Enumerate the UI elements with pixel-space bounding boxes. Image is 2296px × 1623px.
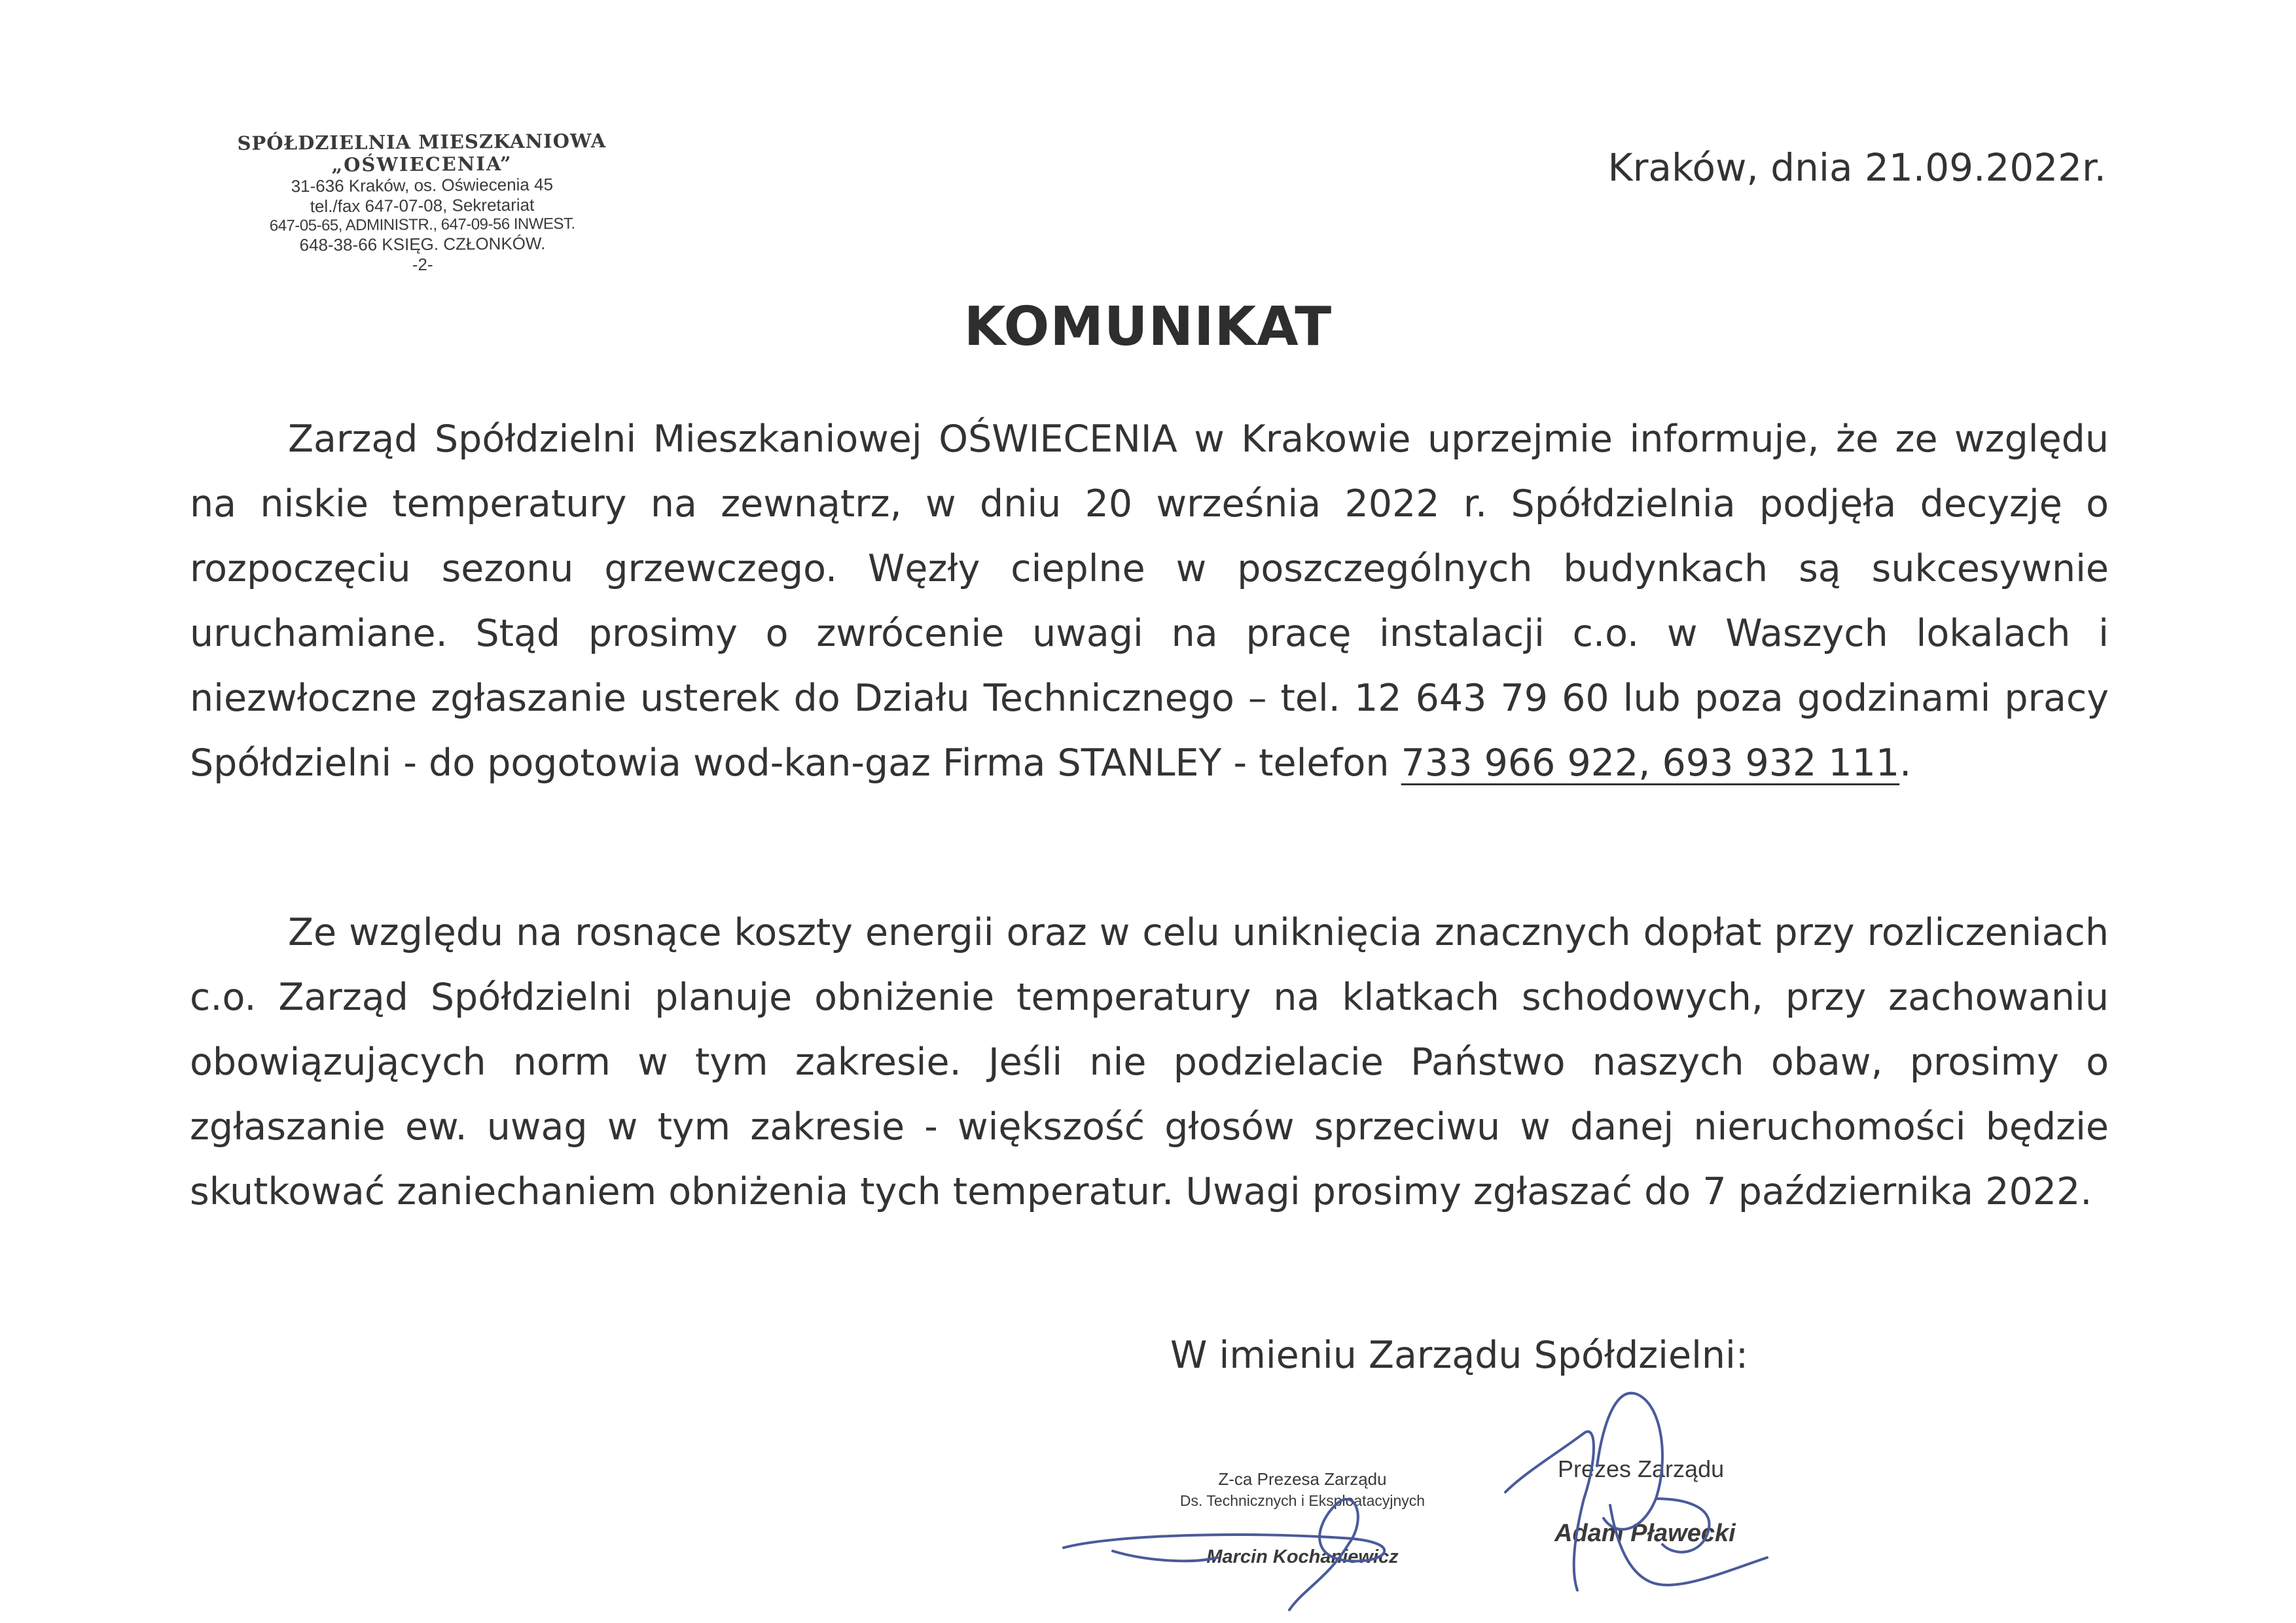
paragraph-temperature-reduction: Ze względu na rosnące koszty energii oraz w celu uniknięcia znacznych dopłat przy rozliczeniach c.o. Zarząd Spółdzielni planuje obniżenie temperatury na klatkach schodowych, przy zachowaniu obowiązujących norm w tym zakresie. Jeśli nie podzielacie Państwo naszych obaw, prosimy o zgłaszanie ew. uwag w tym zakresie - większość głosów sprzeciwu w danej nieruchomości będzie skutkować zaniechaniem obniżenia tych temperatur. Uwagi prosimy zgłaszać do 7 października 2022. (190, 911, 2109, 1213)
emergency-phone-numbers: 733 966 922, 693 932 111 (1401, 741, 1900, 785)
vice-president-role-line-2: Ds. Technicznych i Eksploatacyjnych (1179, 1492, 1426, 1509)
president-signature-stroke-4 (1610, 1505, 1767, 1585)
stamp-line-address: 31-636 Kraków, os. Oświecenia 45 (291, 175, 554, 196)
vice-president-signature-stroke (1064, 1499, 1384, 1610)
president-role: Prezes Zarządu (1558, 1455, 1725, 1482)
document-title: KOMUNIKAT (963, 296, 1333, 358)
president-name: Adam Pławecki (1554, 1520, 1736, 1547)
paragraph-1-end: . (1899, 741, 1912, 785)
vice-president-name: Marcin Kochaniewicz (1206, 1546, 1399, 1567)
president-signature-stroke-3 (1656, 1499, 1710, 1552)
vice-president-signature-loop (1113, 1551, 1217, 1561)
stamp-line-number: -2- (412, 254, 433, 274)
stamp-line-phones: 647-05-65, ADMINISTR., 647-09-56 INWEST. (269, 215, 575, 235)
stamp-line-name: „OŚWIECENIA” (331, 152, 512, 177)
stamp-line-org: SPÓŁDZIELNIA MIESZKANIOWA (237, 130, 607, 154)
stamp-line-accounting: 648-38-66 KSIĘG. CZŁONKÓW. (299, 233, 546, 255)
stamp-line-phone: tel./fax 647-07-08, Sekretariat (310, 194, 535, 217)
president-signature-stroke-2 (1597, 1393, 1662, 1529)
document-date: Kraków, dnia 21.09.2022r. (1607, 145, 2106, 190)
vice-president-role-line-1: Z-ca Prezesa Zarządu (1218, 1469, 1387, 1489)
president-signature-stroke-1 (1505, 1432, 1594, 1590)
paragraph-1-text: Zarząd Spółdzielni Mieszkaniowej OŚWIECENIA w Krakowie uprzejmie informuje, że ze względu na niskie temperatury na zewnątrz, w dniu 20 września 2022 r. Spółdzielnia podjęła decyzję o rozpoczęciu sezonu grzewczego. Węzły cieplne w poszczególnych budynkach są sukcesywnie uruchamiane. Stąd prosimy o zwrócenie uwagi na pracę instalacji c.o. w Waszych lokalach i niezwłoczne zgłaszanie usterek do Działu Technicznego – tel. 12 643 79 60 lub poza godzinami pracy Spółdzielni - do pogotowia wod-kan-gaz Firma STANLEY - telefon (190, 418, 2109, 785)
closing-line: W imieniu Zarządu Spółdzielni: (1170, 1334, 1749, 1377)
